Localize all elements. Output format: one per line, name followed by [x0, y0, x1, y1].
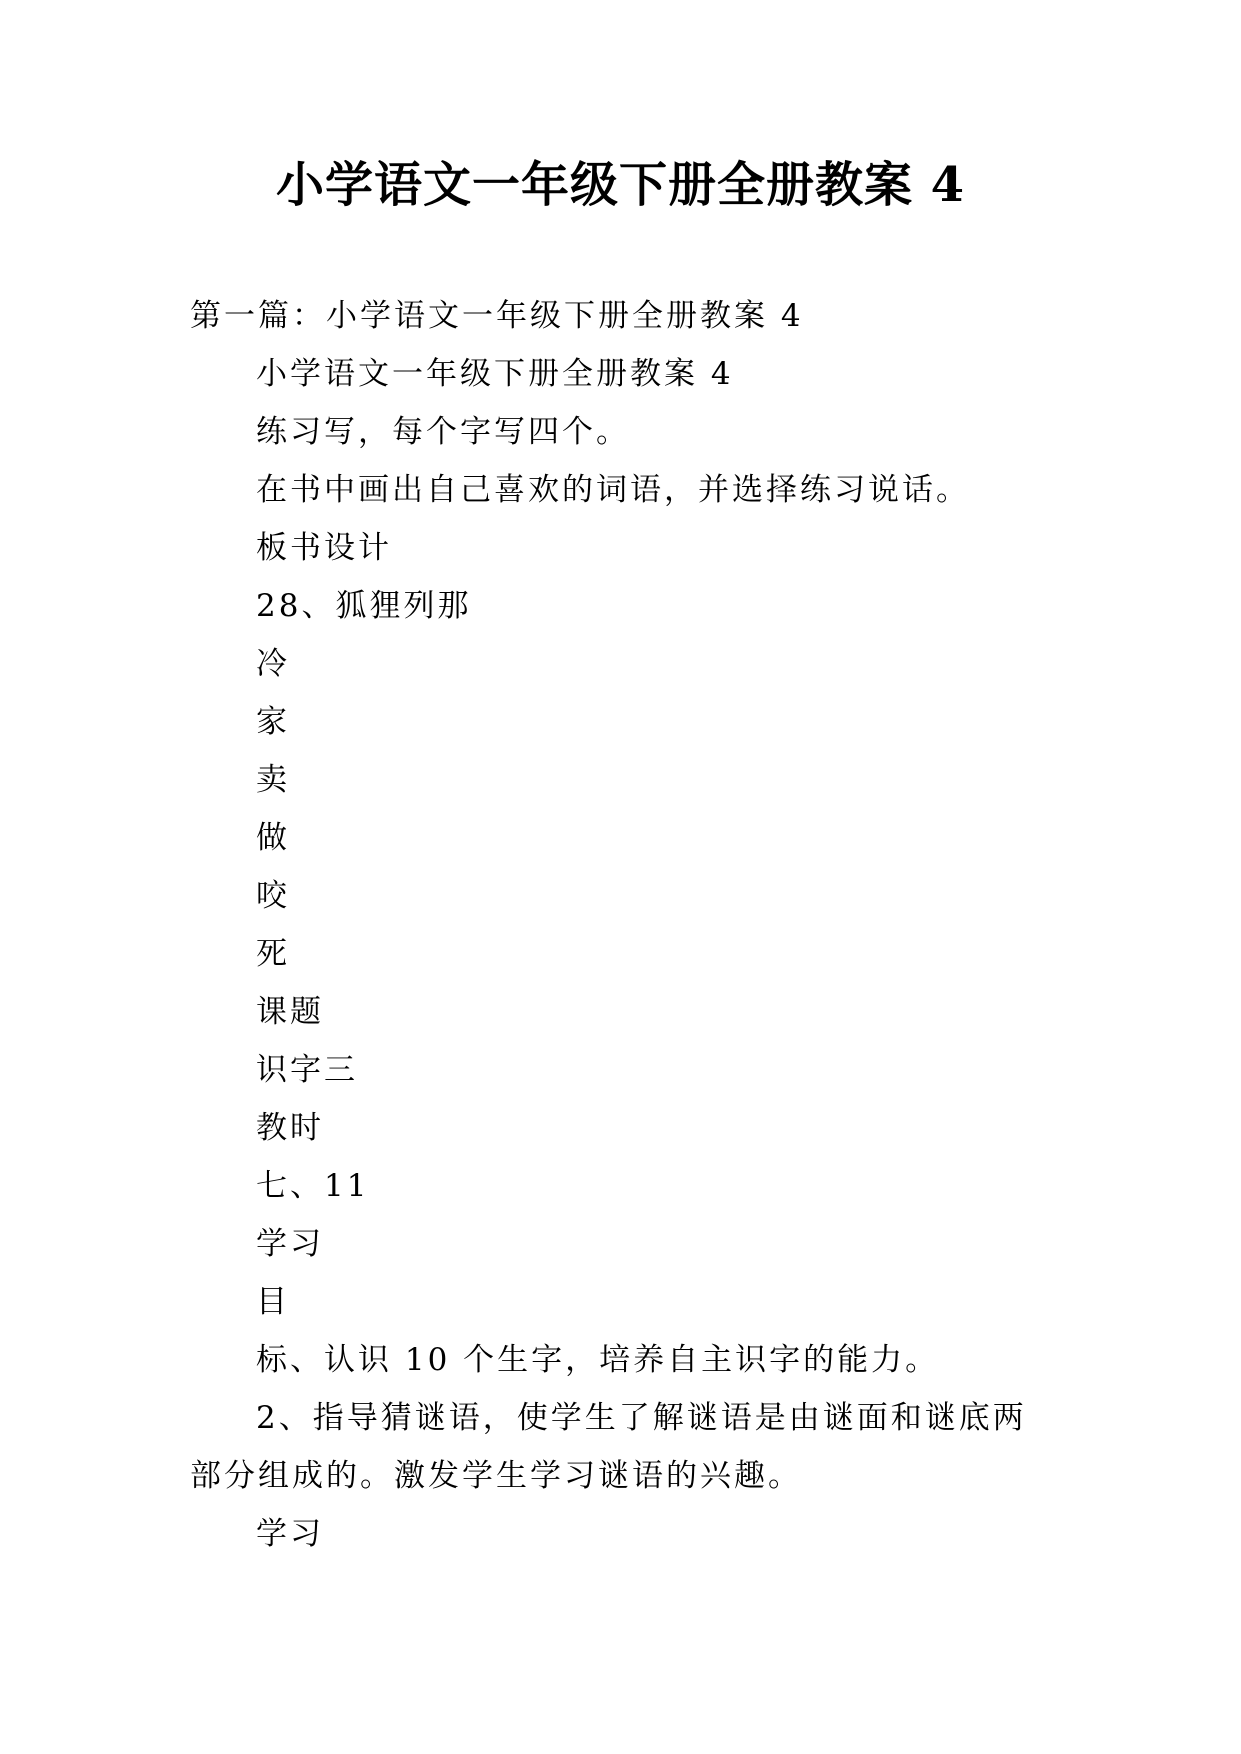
- paragraph: 冷: [256, 646, 290, 682]
- paragraph: 标、认识 10 个生字，培养自主识字的能力。: [256, 1342, 940, 1378]
- paragraph: 学习: [256, 1226, 324, 1262]
- paragraph: 家: [256, 704, 290, 740]
- paragraph: 2、指导猜谜语，使学生了解谜语是由谜面和谜底两部分组成的。激发学生学习谜语的兴趣。: [190, 1400, 1027, 1494]
- paragraph: 做: [256, 820, 290, 856]
- paragraph: 卖: [256, 762, 290, 798]
- paragraph: 板书设计: [256, 530, 392, 566]
- paragraph: 练习写，每个字写四个。: [256, 414, 630, 450]
- document-body: [190, 287, 1050, 1563]
- document-title: 小学语文一年级下册全册教案 4: [275, 157, 966, 213]
- paragraph: 在书中画出自己喜欢的词语，并选择练习说话。: [256, 472, 970, 508]
- paragraph: 课题: [256, 994, 324, 1030]
- paragraph: 28、狐狸列那: [256, 588, 472, 624]
- paragraph: 教时: [256, 1110, 324, 1146]
- paragraph: 七、11: [256, 1168, 370, 1204]
- section-heading: 第一篇：小学语文一年级下册全册教案 4: [190, 298, 804, 334]
- paragraph: 识字三: [256, 1052, 358, 1088]
- paragraph: 死: [256, 936, 290, 972]
- paragraph: 学习: [256, 1516, 324, 1552]
- paragraph: 小学语文一年级下册全册教案 4: [256, 356, 734, 392]
- paragraph: 目: [256, 1284, 290, 1320]
- paragraph: 咬: [256, 878, 290, 914]
